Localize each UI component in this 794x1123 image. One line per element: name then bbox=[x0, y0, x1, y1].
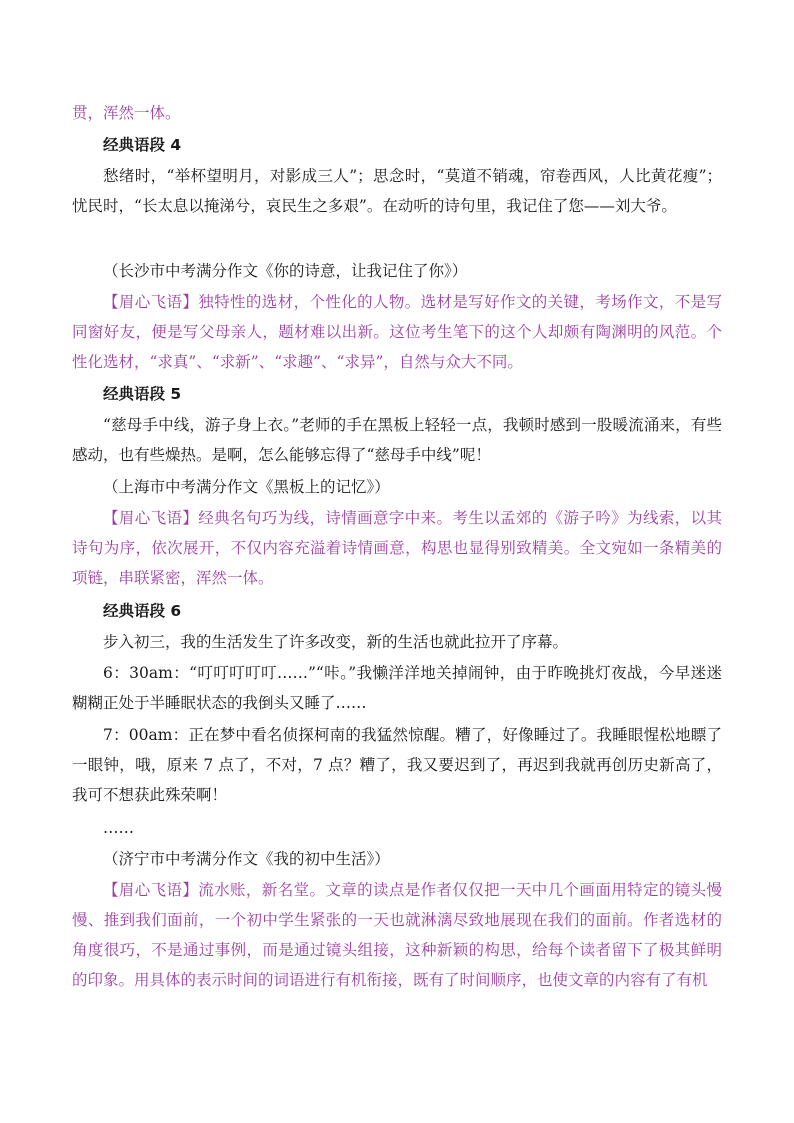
source-6: （济宁市中考满分作文《我的初中生活》） bbox=[103, 850, 390, 868]
paragraph-4: 愁绪时，“举杯望明月，对影成三人”；思念时，“莫道不销魂，帘卷西风，人比黄花瘦”；忧民时，“长太息以掩涕兮，哀民生之多艰”。在动听的诗句里，我记住了您——刘大爷。 bbox=[72, 167, 722, 215]
paragraph-6b: 6：30am：“叮叮叮叮叮……”“咔。”我懒洋洋地关掉闹钟，由于昨晚挑灯夜战，今早迷迷糊糊正处于半睡眠状态的我倒头又睡了…… bbox=[72, 664, 722, 712]
paragraph-6c: 7：00am：正在梦中看名侦探柯南的我猛然惊醒。糟了，好像睡过了。我睡眼惺松地瞟了一眼钟，哦，原来 7 点了，不对，7 点？糟了，我又要迟到了，再迟到我就再创历史新高了，我可不想获此殊荣啊！ bbox=[72, 726, 722, 804]
section-heading-4: 经典语段 4 bbox=[103, 136, 182, 154]
comment-5: 【眉心飞语】经典名句巧为线，诗情画意字中来。考生以孟郊的《游子吟》为线索，以其诗句为序，依次展开，不仅内容充溢着诗情画意，构思也显得别致精美。全文宛如一条精美的项链，串联紧密，浑然一体。 bbox=[72, 509, 722, 587]
paragraph-5: “慈母手中线，游子身上衣。”老师的手在黑板上轻轻一点，我顿时感到一股暖流涌来，有些感动，也有些燥热。是啊，怎么能够忘得了“慈母手中线”呢！ bbox=[72, 416, 722, 464]
source-5: （上海市中考满分作文《黑板上的记忆》） bbox=[103, 478, 390, 496]
comment-4: 【眉心飞语】独特性的选材，个性化的人物。选材是写好作文的关键，考场作文，不是写同窗好友，便是写父母亲人，题材难以出新。这位考生笔下的这个人却颇有陶渊明的风范。个性化选材，“求真”、“求新”、“求趣”、“求异”，自然与众大不同。 bbox=[72, 293, 722, 371]
comment-continuation: 贯，浑然一体。 bbox=[72, 104, 181, 122]
section-heading-5: 经典语段 5 bbox=[103, 385, 182, 403]
comment-6: 【眉心飞语】流水账，新名堂。文章的读点是作者仅仅把一天中几个画面用特定的镜头慢慢、推到我们面前，一个初中学生紧张的一天也就淋漓尽致地展现在我们的面前。作者选材的角度很巧，不是通过事例，而是通过镜头组接，这种新颖的构思，给每个读者留下了极其鲜明的印象。用具体的表示时间的词语进行有机衔接，既有了时间顺序，也使文章的内容有了有机 bbox=[72, 881, 722, 989]
section-heading-6: 经典语段 6 bbox=[103, 602, 182, 620]
paragraph-6a: 步入初三，我的生活发生了许多改变，新的生活也就此拉开了序幕。 bbox=[103, 633, 569, 651]
source-4: （长沙市中考满分作文《你的诗意，让我记住了你》） bbox=[103, 262, 468, 280]
ellipsis: …… bbox=[103, 819, 134, 837]
